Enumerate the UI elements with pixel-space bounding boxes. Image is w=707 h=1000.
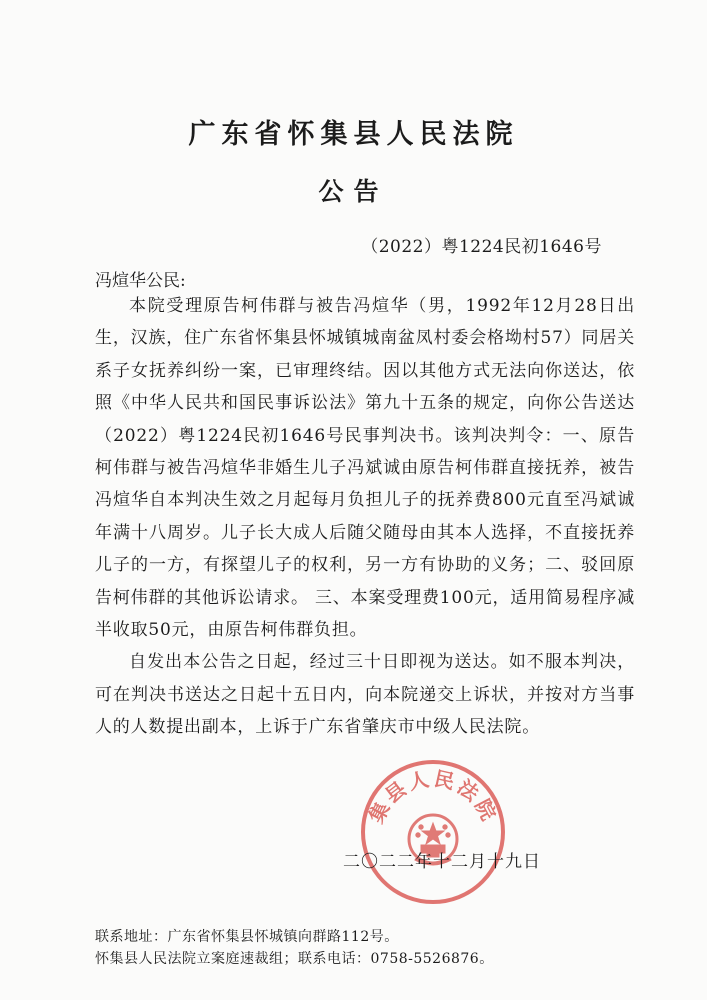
svg-text:集县人民法院 <box>364 766 502 827</box>
notice-date: 二〇二二年十二月十九日 <box>343 852 541 872</box>
appeal-paragraph: 自发出本公告之日起，经过三十日即视为送达。如不服本判决，可在判决书送达之日起十五日内，向本院递交上诉状，并按对方当事人的人数提出副本，上诉于广东省肇庆市中级人民法院。 <box>95 652 635 738</box>
court-name-heading: 广东省怀集县人民法院 <box>188 119 519 150</box>
notice-body <box>95 290 635 744</box>
contact-address: 联系地址：广东省怀集县怀城镇向群路112号。 <box>95 929 399 945</box>
judgment-paragraph: 本院受理原告柯伟群与被告冯煊华（男，1992年12月28日出生，汉族，住广东省怀集县怀城镇城南盆凤村委会格坳村57）同居关系子女抚养纠纷一案，已审理终结。因以其他方式无法向你送达，依照《中华人民共和国民事诉讼法》第九十五条的规定，向你公告送达（2022）粤1224民初1646号民事判决书。该判决判令：一、原告柯伟群与被告冯煊华非婚生儿子冯斌诚由原告柯伟群直接抚养，被告冯煊华自本判决生效之月起每月负担儿子的抚养费800元直至冯斌诚年满十八周岁。儿子长大成人后随父随母由其本人选择，不直接抚养儿子的一方，有探望儿子的权利，另一方有协助的义务；二、驳回原告柯伟群的其他诉讼请求。 三、本案受理费100元，适用简易程序减半收取50元，由原告柯伟群负担。 <box>95 296 635 641</box>
case-number: （2022）粤1224民初1646号 <box>361 237 602 257</box>
court-seal <box>358 757 508 907</box>
addressee: 冯煊华公民: <box>95 271 186 291</box>
seal-text: 集县人民法院 <box>363 766 503 827</box>
contact-phone: 怀集县人民法院立案庭速裁组；联系电话：0758-5526876。 <box>95 951 494 967</box>
document-type-heading: 公告 <box>318 177 389 206</box>
contact-footer <box>95 926 494 970</box>
